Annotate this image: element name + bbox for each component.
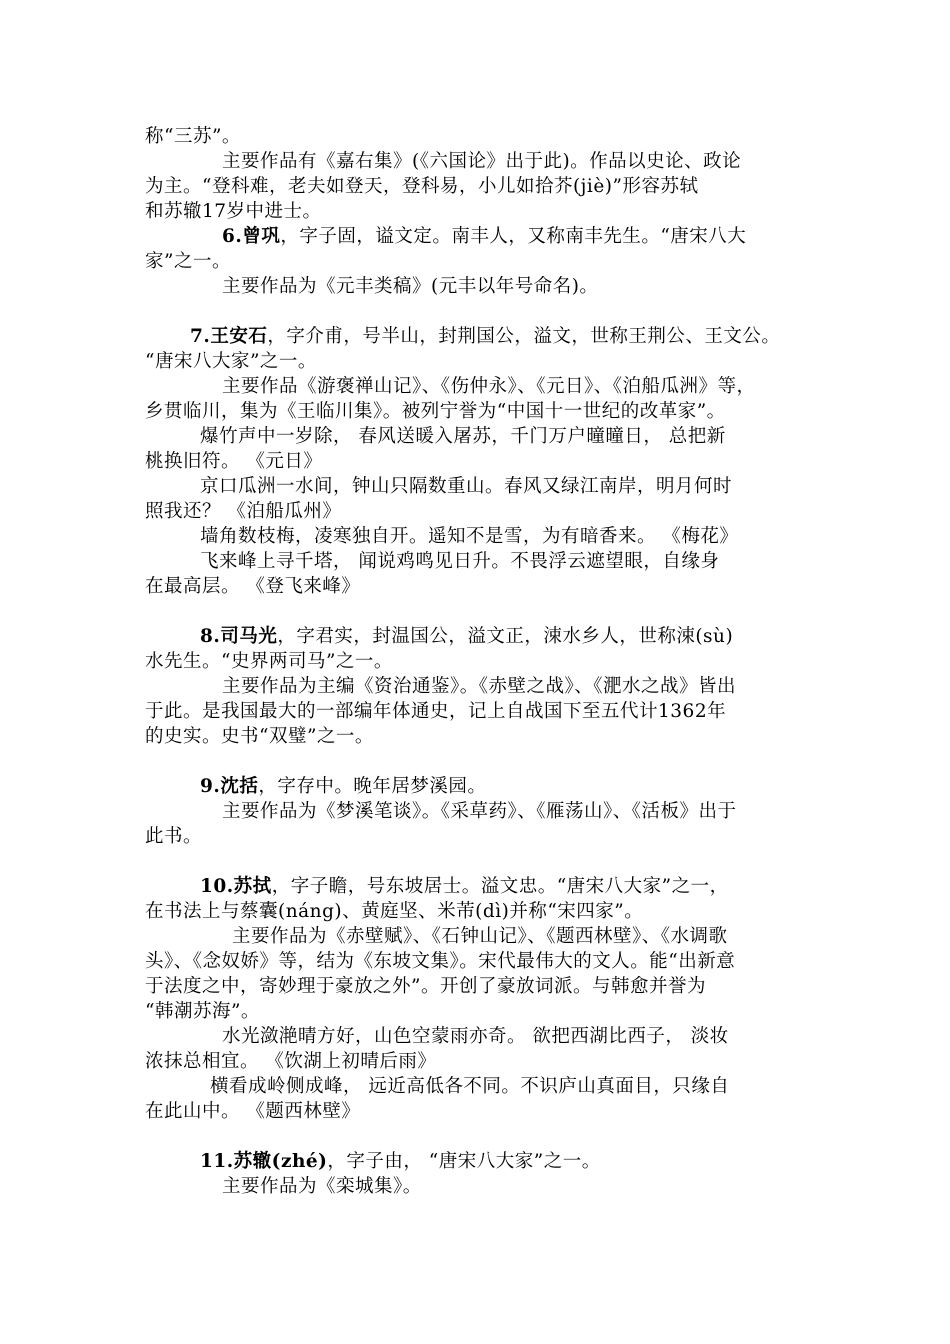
- line-text: 主要作品《游褒禅山记》、《伤仲永》、《元日》、《泊船瓜洲》等，: [222, 376, 756, 397]
- line-text: 于法度之中，寄妙理于豪放之外”。开创了豪放词派。与韩愈并誉为: [145, 976, 706, 997]
- line-text: ，字子由， “唐宋八大家”之一。: [327, 1151, 601, 1172]
- person-heading: 8.司马光: [200, 626, 278, 647]
- text-line: [222, 225, 902, 249]
- text-line: [222, 375, 902, 399]
- text-line: [145, 700, 825, 724]
- line-text: 浓抹总相宜。 《饮湖上初晴后雨》: [145, 1051, 437, 1072]
- text-line: [200, 425, 880, 449]
- line-text: 乡贯临川，集为《王临川集》。被列宁誉为“中国十一世纪的改革家”。: [145, 401, 726, 422]
- text-line: [145, 1100, 825, 1124]
- text-line: [200, 875, 880, 899]
- person-heading: 6.曾巩: [222, 226, 281, 247]
- text-line: [210, 1075, 890, 1099]
- line-text: 照我还？ 《泊船瓜州》: [145, 501, 342, 522]
- line-text: 主要作品为《元丰类稿》(元丰以年号命名)。: [222, 276, 599, 297]
- text-line: [145, 825, 825, 849]
- text-line: [145, 725, 825, 749]
- text-line: [145, 350, 825, 374]
- line-text: 主要作品为主编《资治通鉴》。《赤壁之战》、《淝水之战》皆出: [222, 676, 737, 697]
- text-line: [200, 550, 880, 574]
- line-text: 桃换旧符。 《元日》: [145, 451, 323, 472]
- line-text: 称“三苏”。: [145, 126, 241, 147]
- text-line: [145, 500, 825, 524]
- line-text: “韩潮苏海”。: [145, 1001, 260, 1022]
- line-text: ，字子固，谥文定。南丰人，又称南丰先生。“唐宋八大: [280, 226, 747, 247]
- line-text: 水光潋滟晴方好，山色空蒙雨亦奇。 欲把西湖比西子， 淡妆: [222, 1026, 729, 1047]
- text-line: [145, 200, 825, 224]
- line-text: “唐宋八大家”之一。: [145, 351, 317, 372]
- line-text: 头》、《念奴娇》等，结为《东坡文集》。宋代最伟大的文人。能“出新意: [145, 951, 736, 972]
- line-text: 京口瓜洲一水间，钟山只隔数重山。春风又绿江南岸，明月何时: [200, 476, 733, 497]
- person-heading: 11.苏辙(zhé): [200, 1151, 328, 1172]
- line-text: 墙角数枝梅，凌寒独自开。遥知不是雪，为有暗香来。 《梅花》: [200, 526, 739, 547]
- line-text: 主要作品有《嘉右集》(《六国论》出于此)。作品以史论、政论: [222, 151, 742, 172]
- text-line: [222, 150, 902, 174]
- text-line: [145, 900, 825, 924]
- line-text: 家”之一。: [145, 251, 231, 272]
- text-line: [145, 175, 825, 199]
- line-text: 主要作品为《梦溪笔谈》。《采草药》、《雁荡山》、《活板》出于: [222, 801, 737, 822]
- text-line: [145, 1050, 825, 1074]
- line-text: 为主。“登科难，老夫如登天，登科易，小儿如拾芥(jiè)”形容苏轼: [145, 176, 699, 197]
- line-text: 在最高层。 《登飞来峰》: [145, 576, 361, 597]
- line-text: 在书法上与蔡囊(náng)、黄庭坚、米芾(dì)并称“宋四家”。: [145, 901, 644, 922]
- line-text: 横看成岭侧成峰， 远近高低各不同。不识庐山真面目，只缘自: [210, 1076, 730, 1097]
- text-line: [222, 275, 902, 299]
- line-text: 于此。是我国最大的一部编年体通史，记上自战国下至五代计1362年: [145, 701, 727, 722]
- text-line: [232, 925, 912, 949]
- person-heading: 9.沈括: [200, 776, 259, 797]
- text-line: [145, 250, 825, 274]
- line-text: 此书。: [145, 826, 203, 847]
- text-line: [145, 650, 825, 674]
- text-line: [222, 1175, 902, 1199]
- line-text: 在此山中。 《题西林壁》: [145, 1101, 361, 1122]
- text-line: [145, 400, 825, 424]
- person-heading: 10.苏拭: [200, 876, 272, 897]
- text-line: [190, 325, 870, 349]
- line-text: 主要作品为《栾城集》。: [222, 1176, 422, 1197]
- text-line: [200, 1150, 880, 1174]
- text-line: [145, 950, 825, 974]
- line-text: ，字子瞻，号东坡居士。溢文忠。“唐宋八大家”之一，: [271, 876, 729, 897]
- line-text: ，字存中。晚年居梦溪园。: [258, 776, 487, 797]
- person-heading: 7.王安石: [190, 326, 268, 347]
- text-line: [145, 975, 825, 999]
- text-line: [222, 1025, 902, 1049]
- text-line: [145, 1000, 825, 1024]
- line-text: ，字介甫，号半山，封荆国公，溢文，世称王荆公、王文公。: [267, 326, 781, 347]
- line-text: 爆竹声中一岁除， 春风送暖入屠苏，千门万户曈曈日， 总把新: [200, 426, 726, 447]
- line-text: ，字君实，封温国公，溢文正，涑水乡人，世称涑(sù): [277, 626, 734, 647]
- text-line: [200, 525, 880, 549]
- text-line: [222, 800, 902, 824]
- line-text: 水先生。“史界两司马”之一。: [145, 651, 393, 672]
- text-line: [222, 675, 902, 699]
- text-line: [145, 575, 825, 599]
- line-text: 的史实。史书“双璧”之一。: [145, 726, 374, 747]
- text-line: [200, 775, 880, 799]
- line-text: 和苏辙17岁中进士。: [145, 201, 322, 222]
- text-line: [145, 125, 825, 149]
- line-text: 主要作品为《赤壁赋》、《石钟山记》、《题西林壁》、《水调歌: [232, 926, 728, 947]
- text-line: [200, 625, 880, 649]
- line-text: 飞来峰上寻千塔， 闻说鸡鸣见日升。不畏浮云遮望眼，自缘身: [200, 551, 720, 572]
- text-line: [200, 475, 880, 499]
- text-line: [145, 450, 825, 474]
